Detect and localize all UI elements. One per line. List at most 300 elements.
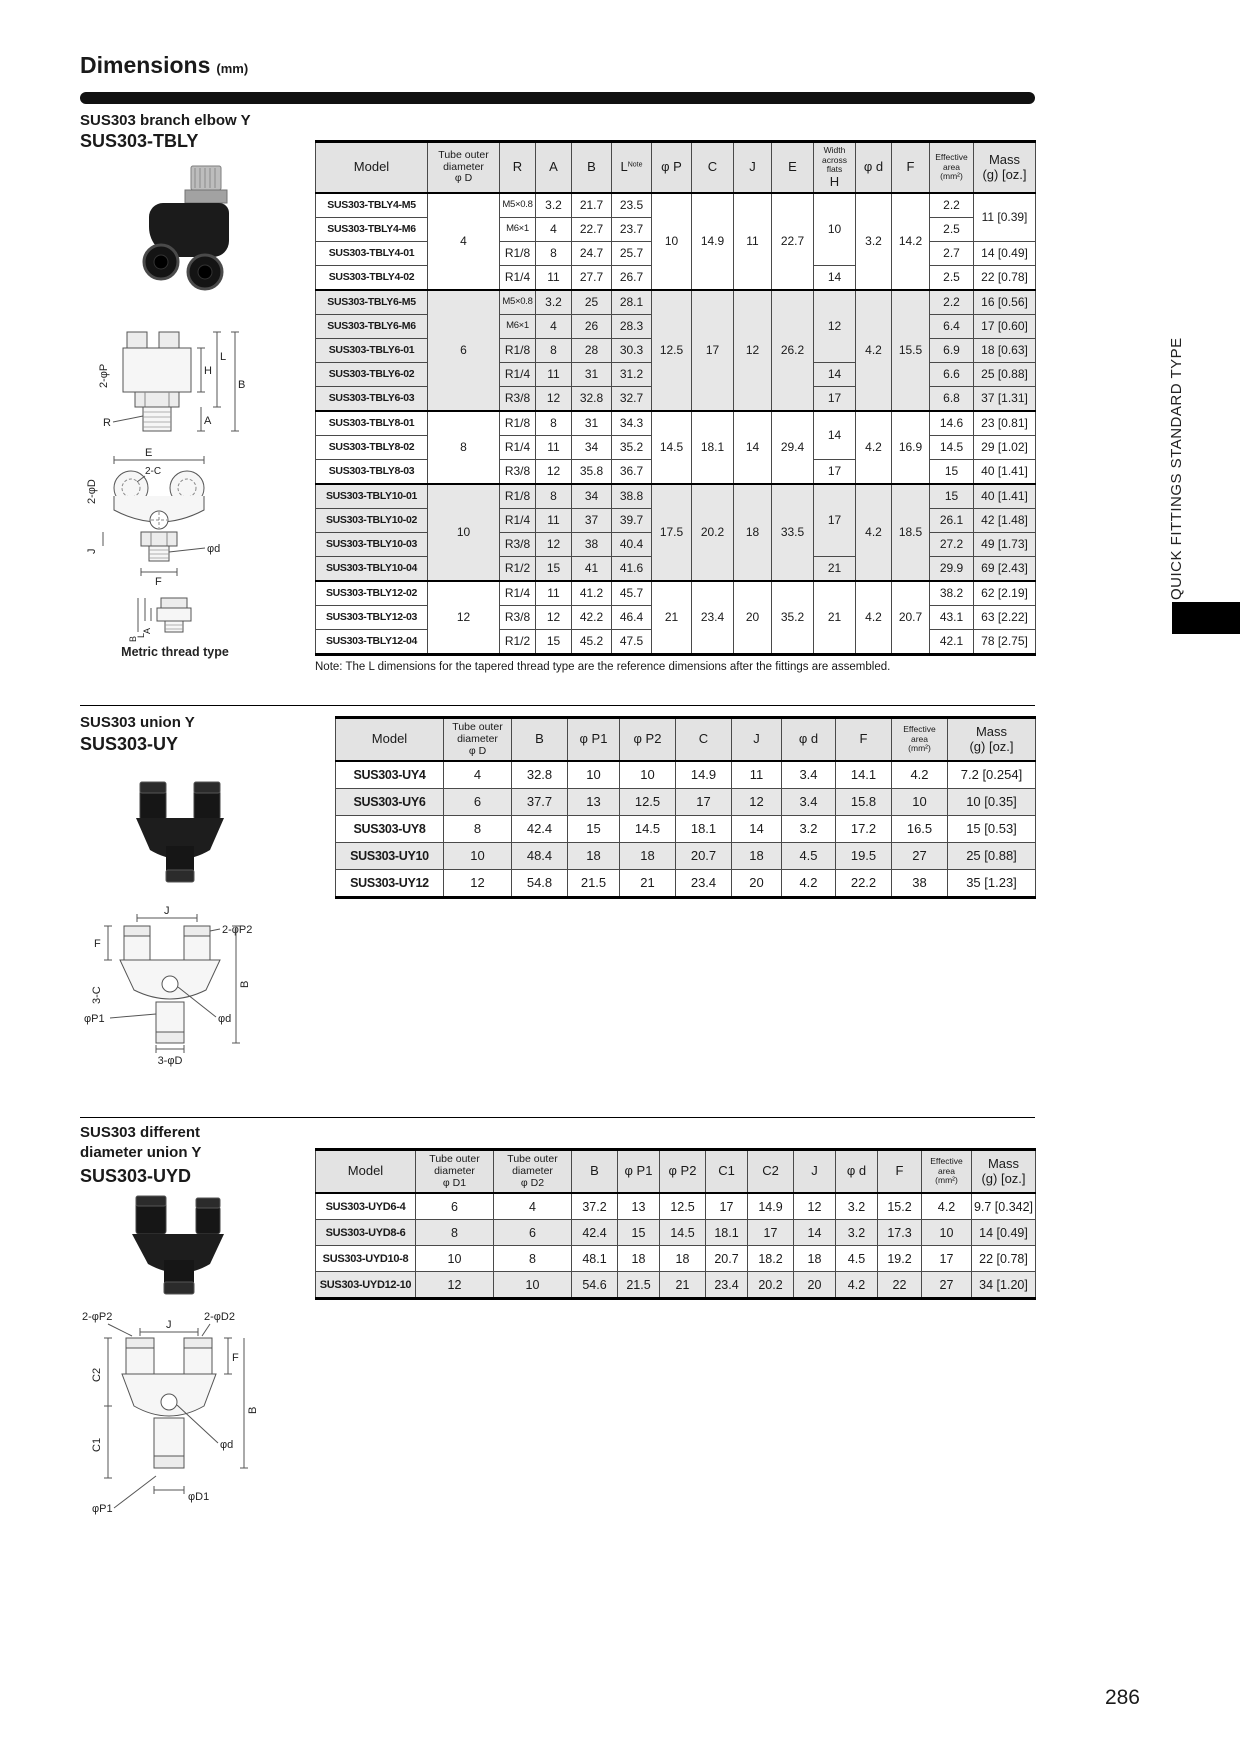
value-cell: 16.9 [892, 411, 930, 484]
dim-label-J: J [164, 905, 170, 917]
value-cell: 29.4 [772, 411, 814, 484]
table-row [316, 484, 1036, 509]
value-cell: 27.2 [930, 533, 974, 557]
column-header: Tube outer diameter φ D [428, 142, 500, 194]
value-cell: 14.9 [692, 193, 734, 290]
value-cell: 14.1 [836, 761, 892, 789]
value-cell: 2.5 [930, 266, 974, 291]
value-cell: M6×1 [500, 218, 536, 242]
value-cell: 18.5 [892, 484, 930, 581]
value-cell: 12 [428, 581, 500, 655]
value-cell: 4.2 [856, 484, 892, 581]
value-cell: 18 [732, 843, 782, 870]
value-cell: 47.5 [612, 630, 652, 655]
value-cell: 12 [794, 1193, 836, 1220]
value-cell: R1/8 [500, 411, 536, 436]
value-cell: 17 [814, 387, 856, 412]
value-cell: 12 [416, 1272, 494, 1299]
model-cell: SUS303-UY8 [336, 816, 444, 843]
value-cell: 17.3 [878, 1220, 922, 1246]
table-row [316, 193, 1036, 218]
sidebar-tab-marker [1172, 602, 1240, 634]
value-cell: 15 [568, 816, 620, 843]
value-cell: 23.5 [612, 193, 652, 218]
value-cell: 12 [536, 460, 572, 485]
column-header: φ P1 [568, 718, 620, 762]
value-cell: 22.7 [572, 218, 612, 242]
column-header: E [772, 142, 814, 194]
value-cell: 8 [536, 484, 572, 509]
value-cell: 18.2 [748, 1246, 794, 1272]
table-row [316, 1246, 1036, 1272]
model-cell: SUS303-TBLY6-01 [316, 339, 428, 363]
value-cell: 12 [536, 387, 572, 412]
value-cell: 11 [734, 193, 772, 290]
tbly-side-view [98, 332, 245, 431]
value-cell: 15 [930, 484, 974, 509]
value-cell: M6×1 [500, 315, 536, 339]
value-cell: 4 [428, 193, 500, 290]
value-cell: 8 [536, 411, 572, 436]
value-cell: 28.3 [612, 315, 652, 339]
uy-dimensions-table [335, 716, 1035, 899]
table-row [316, 411, 1036, 436]
value-cell: 38.8 [612, 484, 652, 509]
model-cell: SUS303-TBLY6-03 [316, 387, 428, 412]
value-cell: 15 [536, 630, 572, 655]
model-cell: SUS303-TBLY8-01 [316, 411, 428, 436]
value-cell: 32.8 [572, 387, 612, 412]
model-cell: SUS303-TBLY12-03 [316, 606, 428, 630]
value-cell: 8 [536, 339, 572, 363]
dim-label-A: A [204, 415, 212, 427]
uyd-dimensions-table [315, 1148, 1035, 1300]
tbly-front-view [86, 447, 220, 588]
sidebar-category-label: QUICK FITTINGS STANDARD TYPE [1168, 337, 1185, 600]
value-cell: R3/8 [500, 606, 536, 630]
dim-label-C1: C1 [91, 1437, 103, 1452]
model-cell: SUS303-TBLY4-02 [316, 266, 428, 291]
value-cell: 6 [444, 789, 512, 816]
dim-label-R: R [103, 417, 111, 429]
value-cell: 3.2 [782, 816, 836, 843]
column-header: φ d [782, 718, 836, 762]
value-cell: 6 [428, 290, 500, 411]
dim-label-metric-A: A [142, 627, 152, 634]
value-cell: 34 [1.20] [972, 1272, 1036, 1299]
value-cell: 78 [2.75] [974, 630, 1036, 655]
uyd-heading-line1: SUS303 different [80, 1124, 201, 1141]
section-divider [80, 705, 1035, 706]
value-cell: M5×0.8 [500, 193, 536, 218]
value-cell: 10 [428, 484, 500, 581]
value-cell: 23.4 [676, 870, 732, 898]
value-cell: 63 [2.22] [974, 606, 1036, 630]
value-cell: 11 [536, 363, 572, 387]
tbly-metric-sketch [128, 598, 191, 642]
value-cell: R3/8 [500, 533, 536, 557]
value-cell: 17 [814, 460, 856, 485]
value-cell: 31 [572, 411, 612, 436]
value-cell: R1/4 [500, 363, 536, 387]
value-cell: 21.5 [568, 870, 620, 898]
dim-label-H: H [204, 365, 212, 377]
value-cell: 26.7 [612, 266, 652, 291]
model-cell: SUS303-TBLY10-03 [316, 533, 428, 557]
value-cell: 12.5 [660, 1193, 706, 1220]
column-header: J [794, 1150, 836, 1194]
value-cell: 48.4 [512, 843, 568, 870]
column-header: Effective area (mm²) [930, 142, 974, 194]
uy-heading: SUS303 union Y [80, 714, 195, 731]
value-cell: 14.9 [676, 761, 732, 789]
column-header: φ P [652, 142, 692, 194]
value-cell: R1/4 [500, 266, 536, 291]
value-cell: 15 [618, 1220, 660, 1246]
value-cell: 10 [892, 789, 948, 816]
dim-label-2phiP2: 2-φP2 [82, 1311, 113, 1323]
uyd-product-photo [132, 1196, 224, 1294]
value-cell: 41.6 [612, 557, 652, 582]
page-title [80, 52, 248, 79]
column-header: B [572, 1150, 618, 1194]
model-cell: SUS303-TBLY6-M5 [316, 290, 428, 315]
value-cell: 12.5 [652, 290, 692, 411]
value-cell: 30.3 [612, 339, 652, 363]
uyd-drawing [82, 1311, 259, 1515]
value-cell: 14.5 [660, 1220, 706, 1246]
model-cell: SUS303-UYD10-8 [316, 1246, 416, 1272]
value-cell: 18 [568, 843, 620, 870]
value-cell: 14 [0.49] [974, 242, 1036, 266]
value-cell: 17 [692, 290, 734, 411]
value-cell: 25 [0.88] [974, 363, 1036, 387]
value-cell: 3.2 [836, 1220, 878, 1246]
dim-label-B: B [238, 379, 246, 391]
value-cell: R3/8 [500, 460, 536, 485]
model-cell: SUS303-UY10 [336, 843, 444, 870]
value-cell: 20 [794, 1272, 836, 1299]
value-cell: 6.9 [930, 339, 974, 363]
dim-label-phid: φd [218, 1013, 232, 1025]
value-cell: 6 [416, 1193, 494, 1220]
dimension-table [335, 716, 1036, 899]
value-cell: M5×0.8 [500, 290, 536, 315]
dim-label-phid: φd [207, 543, 221, 555]
value-cell: 18.1 [706, 1220, 748, 1246]
value-cell: R1/4 [500, 509, 536, 533]
table-row [316, 1193, 1036, 1220]
value-cell: 12 [732, 789, 782, 816]
table-row [316, 1220, 1036, 1246]
value-cell: 19.5 [836, 843, 892, 870]
value-cell: 35.8 [572, 460, 612, 485]
column-header: Model [316, 1150, 416, 1194]
value-cell: 34 [572, 484, 612, 509]
value-cell: 35 [1.23] [948, 870, 1036, 898]
value-cell: 23.4 [706, 1272, 748, 1299]
tbly-dimensions-table [315, 140, 1035, 656]
dim-label-B: B [239, 980, 251, 988]
value-cell: 4.2 [782, 870, 836, 898]
column-header: Effective area (mm²) [892, 718, 948, 762]
value-cell: 20 [734, 581, 772, 655]
value-cell: 18 [0.63] [974, 339, 1036, 363]
dim-label-2phiD2: 2-φD2 [204, 1311, 235, 1323]
column-header: $L^{Note}$ [612, 142, 652, 194]
value-cell: 36.7 [612, 460, 652, 485]
value-cell: 8 [444, 816, 512, 843]
model-cell: SUS303-TBLY4-M5 [316, 193, 428, 218]
uyd-figure [70, 1192, 330, 1592]
table-row [316, 581, 1036, 606]
value-cell: 2.2 [930, 290, 974, 315]
value-cell: 10 [0.35] [948, 789, 1036, 816]
dim-label-F: F [155, 576, 162, 588]
value-cell: 4.2 [856, 411, 892, 484]
value-cell: 14.5 [620, 816, 676, 843]
value-cell: 38 [572, 533, 612, 557]
uyd-model-heading: SUS303-UYD [80, 1166, 192, 1186]
column-header: φ P2 [620, 718, 676, 762]
value-cell: 45.7 [612, 581, 652, 606]
column-header: φ d [836, 1150, 878, 1194]
value-cell: 27 [892, 843, 948, 870]
dim-label-phid: φd [220, 1439, 234, 1451]
value-cell: R1/2 [500, 557, 536, 582]
value-cell: 15.8 [836, 789, 892, 816]
value-cell: 13 [568, 789, 620, 816]
value-cell: 4 [444, 761, 512, 789]
value-cell: R1/8 [500, 339, 536, 363]
dim-label-2phiP2: 2-φP2 [222, 924, 253, 936]
value-cell: 27.7 [572, 266, 612, 291]
value-cell: 10 [814, 193, 856, 266]
value-cell: 4.2 [922, 1193, 972, 1220]
value-cell: 40 [1.41] [974, 460, 1036, 485]
model-cell: SUS303-TBLY4-01 [316, 242, 428, 266]
value-cell: 8 [416, 1220, 494, 1246]
column-header: R [500, 142, 536, 194]
value-cell: 17.2 [836, 816, 892, 843]
value-cell: R1/2 [500, 630, 536, 655]
value-cell: 18 [794, 1246, 836, 1272]
value-cell: 8 [536, 242, 572, 266]
value-cell: 21 [620, 870, 676, 898]
value-cell: 14.6 [930, 411, 974, 436]
dim-label-F: F [94, 938, 101, 950]
value-cell: 38 [892, 870, 948, 898]
uy-product-photo [136, 782, 224, 882]
column-header: Mass (g) [oz.] [974, 142, 1036, 194]
value-cell: 12 [536, 533, 572, 557]
value-cell: 42.1 [930, 630, 974, 655]
value-cell: 10 [652, 193, 692, 290]
table-row [336, 843, 1036, 870]
value-cell: 6 [494, 1220, 572, 1246]
value-cell: 37 [572, 509, 612, 533]
model-cell: SUS303-UYD12-10 [316, 1272, 416, 1299]
value-cell: 4.2 [836, 1272, 878, 1299]
column-header: Tube outer diameter φ D [444, 718, 512, 762]
table-note: Note: The L dimensions for the tapered thread type are the reference dimensions after the fittings are assembled. [315, 661, 891, 674]
section-bar [80, 92, 1035, 104]
value-cell: 14 [814, 266, 856, 291]
value-cell: R1/4 [500, 581, 536, 606]
value-cell: 28.1 [612, 290, 652, 315]
value-cell: 16.5 [892, 816, 948, 843]
value-cell: 18.1 [692, 411, 734, 484]
value-cell: 20.2 [692, 484, 734, 581]
value-cell: 2.7 [930, 242, 974, 266]
value-cell: 62 [2.19] [974, 581, 1036, 606]
value-cell: 14 [0.49] [972, 1220, 1036, 1246]
value-cell: 26.1 [930, 509, 974, 533]
page-number: 286 [1104, 1686, 1140, 1709]
value-cell: 20.2 [748, 1272, 794, 1299]
page-title-unit: (mm) [216, 61, 249, 76]
dimension-table [315, 140, 1036, 656]
value-cell: 14 [814, 363, 856, 387]
value-cell: 41 [572, 557, 612, 582]
value-cell: 13 [618, 1193, 660, 1220]
value-cell: 42.2 [572, 606, 612, 630]
value-cell: 46.4 [612, 606, 652, 630]
dim-label-phiP1: φP1 [84, 1013, 105, 1025]
value-cell: 17 [0.60] [974, 315, 1036, 339]
value-cell: 10 [922, 1220, 972, 1246]
value-cell: 20.7 [892, 581, 930, 655]
tbly-table-wrapper [315, 140, 1035, 673]
value-cell: 37 [1.31] [974, 387, 1036, 412]
value-cell: 15.2 [878, 1193, 922, 1220]
uyd-heading-line2: diameter union Y [80, 1144, 202, 1161]
value-cell: 41.2 [572, 581, 612, 606]
value-cell: 14 [732, 816, 782, 843]
model-cell: SUS303-TBLY10-02 [316, 509, 428, 533]
value-cell: 21.5 [618, 1272, 660, 1299]
value-cell: 3.2 [856, 193, 892, 290]
column-header: J [732, 718, 782, 762]
value-cell: 48.1 [572, 1246, 618, 1272]
column-header: C2 [748, 1150, 794, 1194]
value-cell: 18.1 [676, 816, 732, 843]
dim-label-phiD1: φD1 [188, 1491, 210, 1503]
value-cell: 14.2 [892, 193, 930, 290]
value-cell: 26.2 [772, 290, 814, 411]
value-cell: 20 [732, 870, 782, 898]
model-cell: SUS303-TBLY10-04 [316, 557, 428, 582]
value-cell: 3.2 [536, 290, 572, 315]
value-cell: 14.5 [652, 411, 692, 484]
value-cell: 42 [1.48] [974, 509, 1036, 533]
value-cell: 34 [572, 436, 612, 460]
value-cell: 23.4 [692, 581, 734, 655]
model-cell: SUS303-TBLY8-02 [316, 436, 428, 460]
model-cell: SUS303-UY4 [336, 761, 444, 789]
value-cell: 22 [878, 1272, 922, 1299]
column-header: F [878, 1150, 922, 1194]
value-cell: 19.2 [878, 1246, 922, 1272]
value-cell: 29 [1.02] [974, 436, 1036, 460]
column-header: C [692, 142, 734, 194]
value-cell: R1/8 [500, 484, 536, 509]
value-cell: 39.7 [612, 509, 652, 533]
model-cell: SUS303-TBLY10-01 [316, 484, 428, 509]
value-cell: 18 [660, 1246, 706, 1272]
value-cell: 12 [734, 290, 772, 411]
value-cell: 4.2 [892, 761, 948, 789]
page-title-text: Dimensions [80, 52, 211, 78]
value-cell: 43.1 [930, 606, 974, 630]
dim-label-2C: 2-C [145, 466, 162, 477]
value-cell: 12 [444, 870, 512, 898]
column-header: B [512, 718, 568, 762]
value-cell: 6.8 [930, 387, 974, 412]
value-cell: 11 [536, 266, 572, 291]
value-cell: 21 [814, 581, 856, 655]
value-cell: 4.2 [856, 290, 892, 411]
value-cell: 11 [536, 581, 572, 606]
column-header: Tube outer diameter φ D2 [494, 1150, 572, 1194]
metric-thread-caption: Metric thread type [121, 645, 229, 659]
value-cell: 14 [734, 411, 772, 484]
value-cell: 10 [444, 843, 512, 870]
value-cell: 42.4 [512, 816, 568, 843]
uy-figure [70, 778, 330, 1108]
column-header: J [734, 142, 772, 194]
value-cell: 3.4 [782, 761, 836, 789]
table-row [336, 870, 1036, 898]
value-cell: 4 [494, 1193, 572, 1220]
value-cell: 9.7 [0.342] [972, 1193, 1036, 1220]
uy-drawing [84, 905, 252, 1067]
value-cell: 23 [0.81] [974, 411, 1036, 436]
column-header: B [572, 142, 612, 194]
value-cell: 26 [572, 315, 612, 339]
value-cell: 10 [494, 1272, 572, 1299]
value-cell: 17 [814, 484, 856, 557]
table-row [336, 816, 1036, 843]
value-cell: 69 [2.43] [974, 557, 1036, 582]
value-cell: 35.2 [612, 436, 652, 460]
value-cell: 4.2 [856, 581, 892, 655]
value-cell: 8 [494, 1246, 572, 1272]
column-header: φ P2 [660, 1150, 706, 1194]
value-cell: 18 [620, 843, 676, 870]
value-cell: 8 [428, 411, 500, 484]
column-header: Tube outer diameter φ D1 [416, 1150, 494, 1194]
value-cell: 11 [732, 761, 782, 789]
model-cell: SUS303-UY12 [336, 870, 444, 898]
value-cell: 17 [676, 789, 732, 816]
tbly-heading: SUS303 branch elbow Y [80, 112, 251, 129]
value-cell: 3.2 [536, 193, 572, 218]
value-cell: R1/4 [500, 436, 536, 460]
table-row [336, 789, 1036, 816]
value-cell: 10 [416, 1246, 494, 1272]
value-cell: 3.4 [782, 789, 836, 816]
column-header: F [836, 718, 892, 762]
value-cell: 25 [0.88] [948, 843, 1036, 870]
dim-label-3C: 3-C [91, 986, 103, 1004]
model-cell: SUS303-TBLY12-04 [316, 630, 428, 655]
value-cell: 16 [0.56] [974, 290, 1036, 315]
value-cell: 17.5 [652, 484, 692, 581]
column-header: Width across flats H [814, 142, 856, 194]
column-header: Mass (g) [oz.] [972, 1150, 1036, 1194]
value-cell: 12 [814, 290, 856, 363]
